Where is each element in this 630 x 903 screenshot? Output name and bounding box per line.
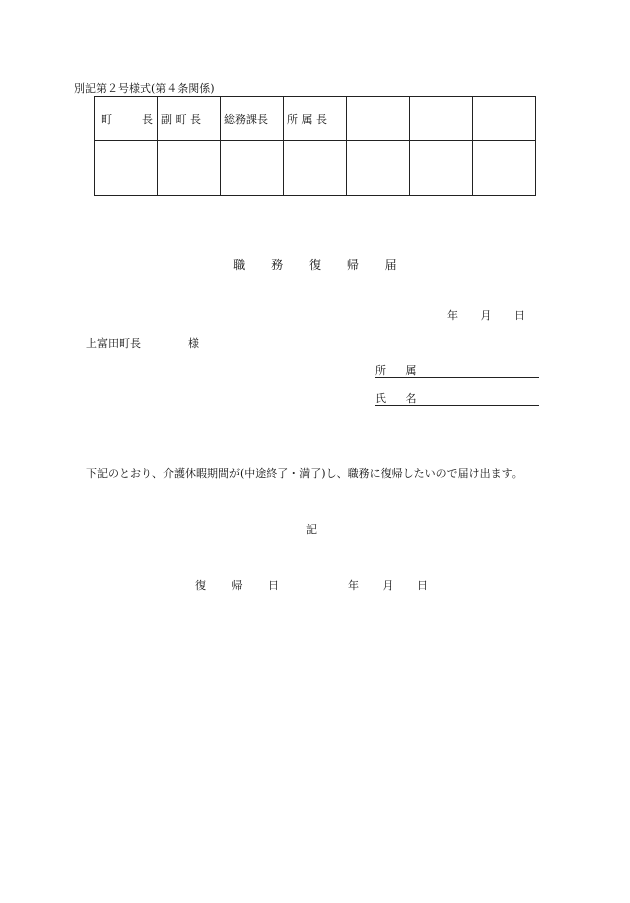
date-month-label: 月	[480, 309, 492, 322]
title-char: 務	[271, 258, 284, 272]
affiliation-label: 所 属	[375, 364, 425, 377]
date-day-label: 日	[514, 309, 525, 322]
return-day-label	[195, 577, 301, 593]
date-year-label: 年	[447, 309, 458, 322]
stamp-cell-dept-head[interactable]	[284, 141, 347, 196]
form-label: 別記第２号様式(第４条関係)	[74, 82, 215, 95]
header-cell-general-affairs	[221, 97, 284, 141]
title-char: 帰	[346, 258, 359, 272]
header-cell-blank-2	[410, 97, 473, 141]
title-char: 復	[308, 258, 321, 272]
name-field[interactable]	[375, 390, 539, 406]
header-deputy-mayor-label: 副 町 長	[161, 112, 201, 126]
header-dept-head-label: 所 属 長	[287, 112, 327, 126]
title-char: 届	[384, 258, 397, 272]
return-month-label: 月	[382, 579, 394, 592]
approval-stamp-table	[94, 96, 536, 196]
header-cell-deputy-mayor	[158, 97, 221, 141]
addressee: 上富田町長	[86, 337, 141, 350]
stamp-cell-general-affairs[interactable]	[221, 141, 284, 196]
header-cell-mayor	[95, 97, 158, 141]
header-mayor-char-1: 町	[101, 112, 112, 126]
stamp-cell-deputy-mayor[interactable]	[158, 141, 221, 196]
return-day-char: 復	[195, 579, 206, 592]
return-date[interactable]	[348, 577, 448, 593]
stamp-cell-blank-3[interactable]	[473, 141, 536, 196]
affiliation-field[interactable]	[375, 362, 539, 378]
header-cell-blank-1	[347, 97, 410, 141]
header-mayor-char-2: 長	[142, 112, 153, 126]
stamp-cell-blank-1[interactable]	[347, 141, 410, 196]
return-year-label: 年	[348, 579, 359, 592]
title-char: 職	[233, 258, 246, 272]
header-general-affairs-label: 総務課長	[224, 112, 268, 126]
name-label: 氏 名	[375, 392, 425, 405]
ki-heading: 記	[306, 523, 317, 536]
submission-date[interactable]	[447, 307, 544, 323]
statement-text: 下記のとおり、介護休暇期間が(中途終了・満了)し、職務に復帰したいので届け出ます。	[86, 467, 523, 480]
addressee-honorific: 様	[188, 337, 199, 350]
stamp-cell-blank-2[interactable]	[410, 141, 473, 196]
return-day-char: 帰	[231, 579, 243, 592]
document-title	[0, 256, 630, 273]
return-day-char: 日	[268, 579, 279, 592]
header-cell-blank-3	[473, 97, 536, 141]
return-day-label-value: 日	[417, 579, 428, 592]
header-cell-dept-head	[284, 97, 347, 141]
stamp-cell-mayor[interactable]	[95, 141, 158, 196]
